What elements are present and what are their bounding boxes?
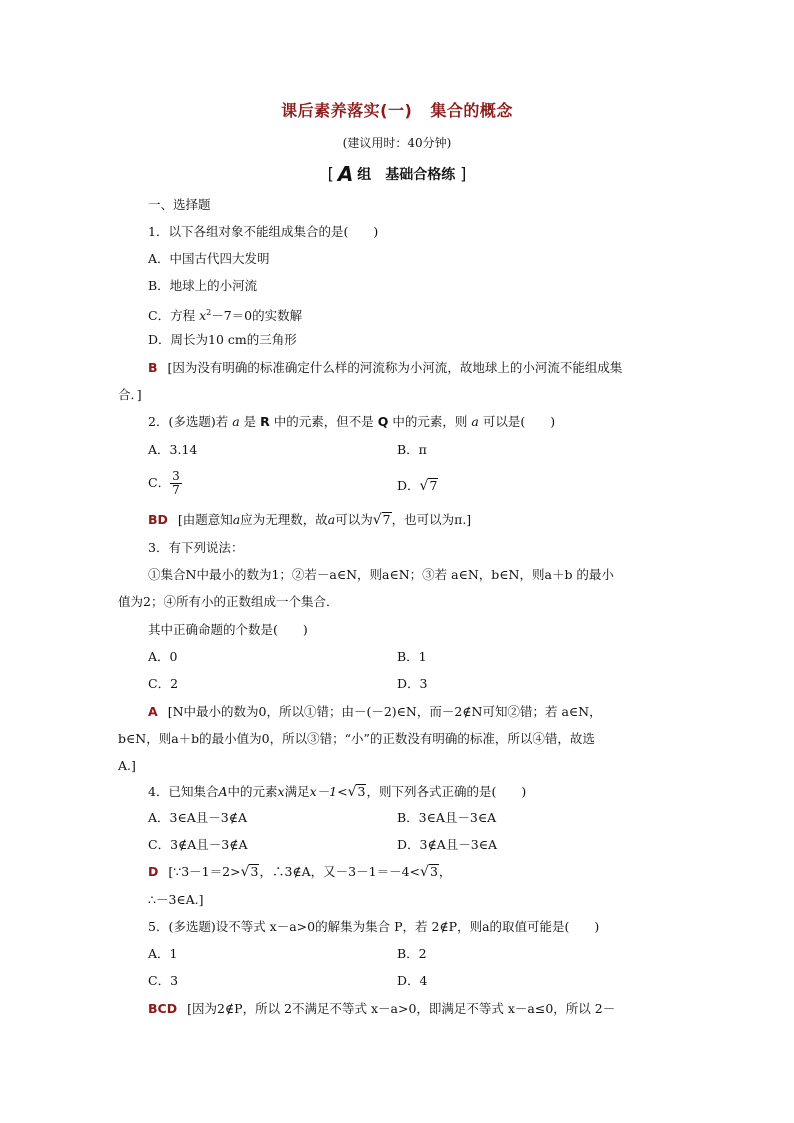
group-label: 组 基础合格练	[357, 167, 456, 183]
q3-answer: A [N中最小的数为0，所以①错；由－(－2)∈N，而－2∉N可知②错；若 a∈N，	[148, 704, 602, 719]
q3-option-d: D．3	[397, 676, 428, 691]
page-title	[0, 98, 794, 121]
group-letter: A	[337, 162, 354, 186]
q3-ask: 其中正确命题的个数是( )	[148, 622, 308, 637]
q2-option-d: D．√7	[397, 478, 438, 494]
q5-option-b: B．2	[397, 946, 427, 961]
q3-statements-cont: 值为2；④所有小的正数组成一个集合．	[118, 594, 339, 609]
q5-stem: 5．(多选题)设不等式 x－a>0的解集为集合 P，若 2∉P，则a的取值可能是( )	[148, 919, 600, 934]
q1-stem: 1．以下各组对象不能组成集合的是( )	[148, 224, 379, 239]
answer-badge: A	[148, 704, 158, 719]
answer-badge: BD	[148, 512, 168, 527]
bracket-right: ]	[460, 164, 467, 183]
answer-badge: B	[148, 360, 158, 375]
title-part2: 集合的概念	[430, 101, 513, 120]
group-heading	[0, 162, 794, 186]
q4-answer: D [∵3－1＝2>√3，∴3∉A，又－3－1＝－4<√3，	[148, 864, 452, 880]
q3-statements: ①集合N中最小的数为1；②若－a∈N，则a∈N；③若 a∈N，b∈N，则a＋b 的最小	[148, 567, 614, 582]
q1-option-d: D．周长为10 cm的三角形	[148, 332, 297, 347]
q1-option-c: C．方程 $x^2-7=0$的实数解	[148, 308, 303, 324]
q4-option-c: C．3∉A且－3∉A	[148, 837, 248, 852]
section-heading: 一、选择题	[148, 197, 211, 212]
q3-explanation-end: A.]	[118, 758, 136, 773]
fraction: $\frac{3}{7}$	[172, 469, 180, 497]
q3-option-b: B．1	[397, 649, 427, 664]
q2-option-c: C． $\frac{3}{7}$	[148, 469, 180, 497]
title-part1: 课后素养落实(一)	[281, 101, 413, 120]
q4-stem: 4．已知集合A中的元素x满足x－1<√3，则下列各式正确的是( )	[148, 784, 527, 800]
answer-badge: BCD	[148, 1001, 178, 1016]
q1-answer: B [因为没有明确的标准确定什么样的河流称为小河流，故地球上的小河流不能组成集	[148, 360, 623, 375]
q5-option-d: D．4	[397, 973, 428, 988]
q4-explanation-cont: ∴－3∈A.]	[148, 892, 204, 907]
answer-badge: D	[148, 864, 159, 879]
suggested-time: (建议用时：40分钟)	[342, 136, 452, 150]
q3-option-a: A．0	[148, 649, 178, 664]
q1-explanation-cont: 合．]	[118, 387, 142, 402]
q4-option-b: B．3∈A且－3∈A	[397, 810, 497, 825]
q5-option-a: A．1	[148, 946, 178, 961]
q3-option-c: C．2	[148, 676, 179, 691]
q2-stem: 2．(多选题)若 a 是 R 中的元素，但不是 Q 中的元素，则 a 可以是( )	[148, 414, 556, 429]
q3-stem: 3．有下列说法：	[148, 540, 244, 555]
q2-option-b: B．π	[397, 442, 427, 457]
q3-explanation-cont: b∈N，则a＋b的最小值为0，所以③错；“小”的正数没有明确的标准，所以④错，故选	[118, 731, 595, 746]
q4-option-a: A．3∈A且－3∉A	[148, 810, 247, 825]
bracket-left: [	[327, 164, 334, 183]
q4-option-d: D．3∉A且－3∈A	[397, 837, 497, 852]
q5-answer: BCD [因为2∉P，所以 2不满足不等式 x－a>0，即满足不等式 x－a≤0，所以 2－	[148, 1001, 616, 1016]
q5-option-c: C．3	[148, 973, 179, 988]
q1-option-a: A．中国古代四大发明	[148, 251, 270, 266]
q1-option-b: B．地球上的小河流	[148, 278, 258, 293]
q2-answer: BD [由题意知a应为无理数，故a可以为√7，也可以为π.]	[148, 512, 472, 528]
q2-option-a: A．3.14	[148, 442, 198, 457]
